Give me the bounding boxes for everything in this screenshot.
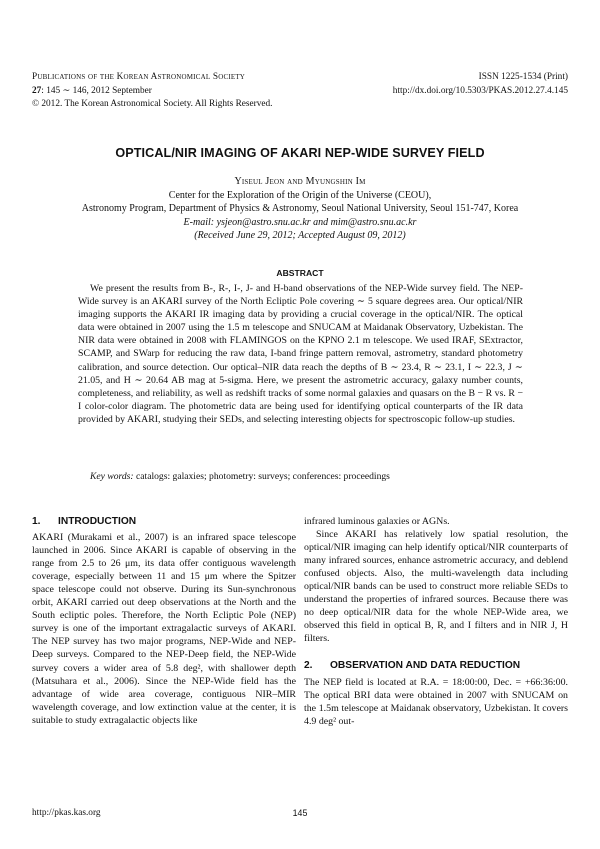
intro-paragraph-2: Since AKARI has relatively low spatial resolution, the optical/NIR imaging can help identify optical/NIR counterparts of many infrared sources, enhance astrometric accuracy, and deblend confused objects. Also, the multi-wavelength data including optical/NIR bands can be used to construct more reliable SEDs to understand the properties of infrared sources. Because there was no deep optical/NIR data for the whole NEP-Wide area, we observed this field in optical B, R, and I filters and in NIR J, H filters. xyxy=(304,529,568,645)
intro-paragraph-1-end: infrared luminous galaxies or AGNs. xyxy=(304,516,450,527)
paper-title: OPTICAL/NIR IMAGING OF AKARI NEP-WIDE SURVEY FIELD xyxy=(115,146,485,160)
abstract-heading: ABSTRACT xyxy=(276,268,324,278)
abstract-text: We present the results from B-, R-, I-, J- and H-band observations of the NEP-Wide survey field. The NEP-Wide survey is an AKARI survey of the North Ecliptic Pole covering ∼ 5 square degrees area. Our optical/NIR imaging supports the AKARI IR imaging data by providing a crucial coverage in the optical/NIR. The optical data were obtained in 2007 using the 1.5 m telescope and SNUCAM at Maidanak Observatory, Uzbekistan. The NIR data were obtained in 2008 with FLAMINGOS on the KPNO 2.1 m telescope. We used IRAF, SExtractor, SCAMP, and SWarp for reducing the raw data, I-band fringe pattern removal, astrometry, standard photometry calibration, and source detection. Our optical–NIR data reach the depths of B ∼ 23.4, R ∼ 23.1, I ∼ 22.3, J ∼ 21.05, and H ∼ 20.64 AB mag at 5-sigma. Here, we present the astrometric accuracy, galaxy number counts, completeness, and reliability, as well as redshift tracks of some normal galaxies and quasars on the B − R vs. R − I color-color diagram. The photometric data are being used for identifying optical counterparts of the IR data provided by AKARI, studying their SEDs, and selecting interesting objects for spectroscopic follow-up studies. xyxy=(78,283,523,425)
journal-name: Publications of the Korean Astronomical Society xyxy=(32,72,246,82)
pages-date: : 145 ∼ 146, 2012 September xyxy=(41,85,152,96)
section-1-number: 1. xyxy=(32,516,41,527)
section-2-title: OBSERVATION AND DATA REDUCTION xyxy=(330,660,521,672)
affiliation-line-2: Astronomy Program, Department of Physics & Astronomy, Seoul National University, Seoul 151-747, Korea xyxy=(81,203,519,214)
affiliation-line-1: Center for the Exploration of the Origin of the Universe (CEOU), xyxy=(168,189,432,201)
page-number: 145 xyxy=(292,808,308,818)
volume-number: 27 xyxy=(32,85,42,96)
journal-header xyxy=(32,71,362,112)
keywords-text: catalogs: galaxies; photometry: surveys; conferences: proceedings xyxy=(133,471,390,482)
footer-url[interactable]: http://pkas.kas.org xyxy=(32,808,101,818)
section-1-title: INTRODUCTION xyxy=(58,516,137,527)
doi-link[interactable]: http://dx.doi.org/10.5303/PKAS.2012.27.4.145 xyxy=(392,85,568,96)
keywords xyxy=(78,470,523,483)
volume-line xyxy=(32,85,362,99)
observation-paragraph-1: The NEP field is located at R.A. = 18:00:00, Dec. = +66:36:00. The optical BRI data were obtained in 2007 with SNUCAM on the 1.5m telescope at Maidanak observatory, Uzbekistan. It covers 4.9 deg² out- xyxy=(304,676,568,727)
section-1-heading xyxy=(32,515,296,528)
authors: Yiseul Jeon and Myungshin Im xyxy=(234,176,366,187)
issn: ISSN 1225-1534 (Print) xyxy=(478,72,568,82)
section-2-heading xyxy=(304,659,568,672)
email-line: E-mail: ysjeon@astro.snu.ac.kr and mim@astro.snu.ac.kr xyxy=(183,216,417,228)
keywords-label: Key words: xyxy=(90,471,134,482)
left-column xyxy=(32,515,296,727)
right-column xyxy=(304,515,568,728)
copyright-notice: © 2012. The Korean Astronomical Society. All Rights Reserved. xyxy=(32,99,273,109)
received-dates: (Received June 29, 2012; Accepted August 09, 2012) xyxy=(194,230,406,241)
intro-paragraph-1: AKARI (Murakami et al., 2007) is an infrared space telescope launched in 2006. Since AKARI is capable of observing in the range from 2.5 to 26 μm, its data offer contiguous wavelength coverage, especially between 11 and 15 μm where the Spitzer space telescope could not observe. During its Sun-synchronous orbit, AKARI carried out deep observations at the North and the South ecliptic poles. Therefore, the North Ecliptic Pole (NEP) survey is one of the important extragalactic surveys of AKARI. The NEP survey has two major programs, NEP-Wide and NEP-Deep surveys. Compared to the NEP-Deep field, the NEP-Wide survey covers a wider area of 5.8 deg², with shallower depth (Matsuhara et al., 2006). Since the NEP-Wide field has the advantage of wide area coverage, contiguous NIR–MIR wavelength coverage, and low extinction value at the center, it is suitable to study extragalactic objects like xyxy=(32,532,296,726)
author-block xyxy=(0,175,600,243)
issn-block xyxy=(393,71,568,98)
section-2-number: 2. xyxy=(304,660,313,672)
